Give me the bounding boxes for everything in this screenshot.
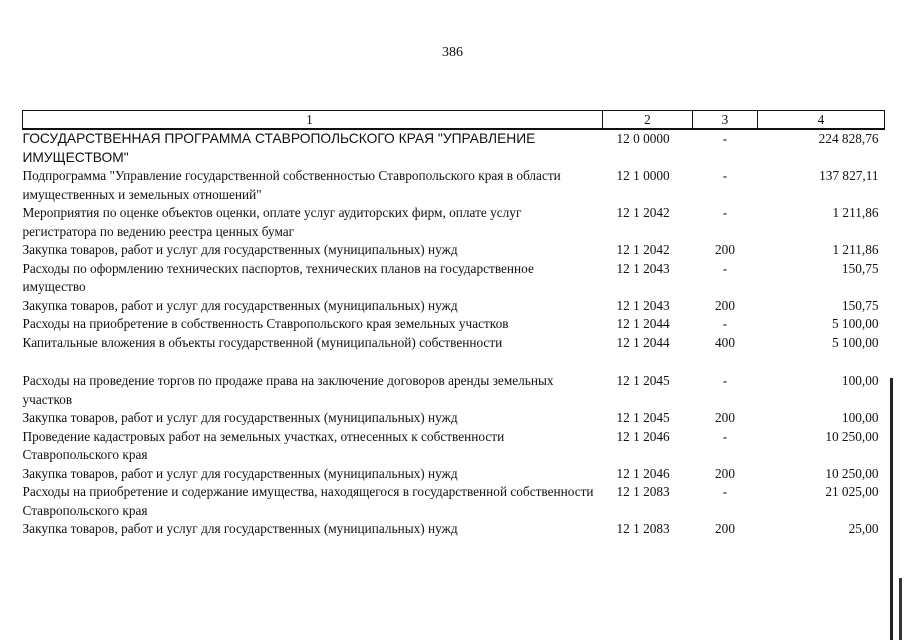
row-amount: 224 828,76 — [758, 129, 885, 167]
row-amount: 150,75 — [841, 297, 879, 313]
row-name: ГОСУДАРСТВЕННАЯ ПРОГРАММА СТАВРОПОЛЬСКОГО КРАЯ "УПРАВЛЕНИЕ ИМУЩЕСТВОМ" — [23, 129, 603, 167]
row-code: 12 1 2042 — [616, 205, 670, 220]
row-code: 12 1 2045 — [616, 410, 670, 425]
column-header-1: 1 — [23, 111, 603, 130]
row-amount: 150,75 — [841, 260, 879, 276]
blank-row — [23, 352, 885, 372]
column-header-3: 3 — [693, 111, 758, 130]
row-code: 12 1 2046 — [616, 465, 670, 481]
row-type: - — [722, 373, 728, 388]
row-type: 200 — [715, 521, 735, 536]
row-code: 12 1 2083 — [616, 484, 670, 499]
row-amount: 10 250,00 — [825, 465, 879, 481]
row-name: Мероприятия по оценке объектов оценки, оплате услуг аудиторских фирм, оплате услуг регистратора по ведению реестра ценных бумаг — [22, 205, 522, 239]
row-code: 12 1 2083 — [616, 521, 670, 536]
row-amount: 25,00 — [848, 521, 879, 536]
row-name: Закупка товаров, работ и услуг для государственных (муниципальных) нужд — [22, 410, 458, 425]
row-type: - — [693, 129, 758, 167]
row-code: 12 1 2042 — [616, 242, 670, 257]
row-type: 200 — [715, 465, 735, 481]
table-row — [23, 520, 885, 539]
table-row — [23, 204, 885, 241]
table-row — [23, 260, 885, 297]
table-row — [23, 465, 885, 484]
row-name: Расходы по оформлению технических паспортов, технических планов на государственное имущество — [22, 260, 534, 294]
row-amount: 5 100,00 — [831, 316, 879, 331]
row-amount: 1 211,86 — [832, 205, 879, 220]
row-code: 12 1 2043 — [616, 260, 670, 276]
budget-table — [22, 110, 885, 539]
row-type: - — [722, 428, 728, 444]
page-number: 386 — [442, 45, 463, 60]
row-type: 200 — [715, 410, 735, 425]
row-name: Закупка товаров, работ и услуг для государственных (муниципальных) нужд — [22, 297, 458, 313]
row-code: 12 1 2045 — [616, 373, 670, 388]
table-header-row — [23, 111, 885, 130]
column-header-4: 4 — [758, 111, 885, 130]
row-amount: 100,00 — [841, 373, 879, 388]
row-type: - — [722, 168, 728, 183]
row-name: Закупка товаров, работ и услуг для государственных (муниципальных) нужд — [22, 242, 458, 257]
row-code: 12 1 0000 — [616, 168, 670, 183]
row-amount: 21 025,00 — [825, 484, 879, 499]
row-amount: 5 100,00 — [831, 334, 879, 350]
row-type: - — [722, 260, 728, 276]
table-row — [23, 483, 885, 520]
row-type: 200 — [715, 297, 735, 313]
row-type: - — [722, 205, 728, 220]
row-code: 12 1 2043 — [616, 297, 670, 313]
row-code: 12 1 2044 — [616, 334, 670, 350]
table-row — [23, 334, 885, 353]
column-header-2: 2 — [603, 111, 693, 130]
table-row — [23, 129, 885, 167]
row-code: 12 1 2044 — [616, 316, 670, 331]
scan-edge-mark — [890, 378, 893, 640]
table-row — [23, 315, 885, 334]
row-name: Проведение кадастровых работ на земельных участках, отнесенных к собственности Ставропольского края — [22, 428, 505, 462]
row-name: Расходы на приобретение в собственность Ставропольского края земельных участков — [22, 316, 509, 331]
row-type: 400 — [715, 334, 735, 350]
table-row — [23, 297, 885, 316]
table-row — [23, 167, 885, 204]
table-row — [23, 428, 885, 465]
row-type: 200 — [715, 242, 735, 257]
row-code: 12 1 2046 — [616, 428, 670, 444]
table-row — [23, 372, 885, 409]
row-name: Капитальные вложения в объекты государственной (муниципальной) собственности — [22, 334, 503, 350]
row-amount: 10 250,00 — [825, 428, 879, 444]
table-row — [23, 409, 885, 428]
scan-edge-mark — [899, 578, 902, 640]
row-name: Расходы на проведение торгов по продаже права на заключение договоров аренды земельных участков — [22, 373, 554, 407]
row-amount: 1 211,86 — [832, 242, 879, 257]
row-amount: 137 827,11 — [819, 168, 879, 183]
row-amount: 100,00 — [841, 410, 879, 425]
row-type: - — [722, 484, 728, 499]
row-name: Закупка товаров, работ и услуг для государственных (муниципальных) нужд — [22, 465, 458, 481]
table-row — [23, 241, 885, 260]
row-name: Подпрограмма "Управление государственной собственностью Ставропольского края в области имущественных и земельных отношений" — [22, 168, 561, 202]
row-type: - — [722, 316, 728, 331]
row-code: 12 0 0000 — [603, 129, 693, 167]
row-name: Закупка товаров, работ и услуг для государственных (муниципальных) нужд — [22, 521, 458, 536]
row-name: Расходы на приобретение и содержание имущества, находящегося в государственной собственности Ставропольского края — [22, 484, 594, 518]
